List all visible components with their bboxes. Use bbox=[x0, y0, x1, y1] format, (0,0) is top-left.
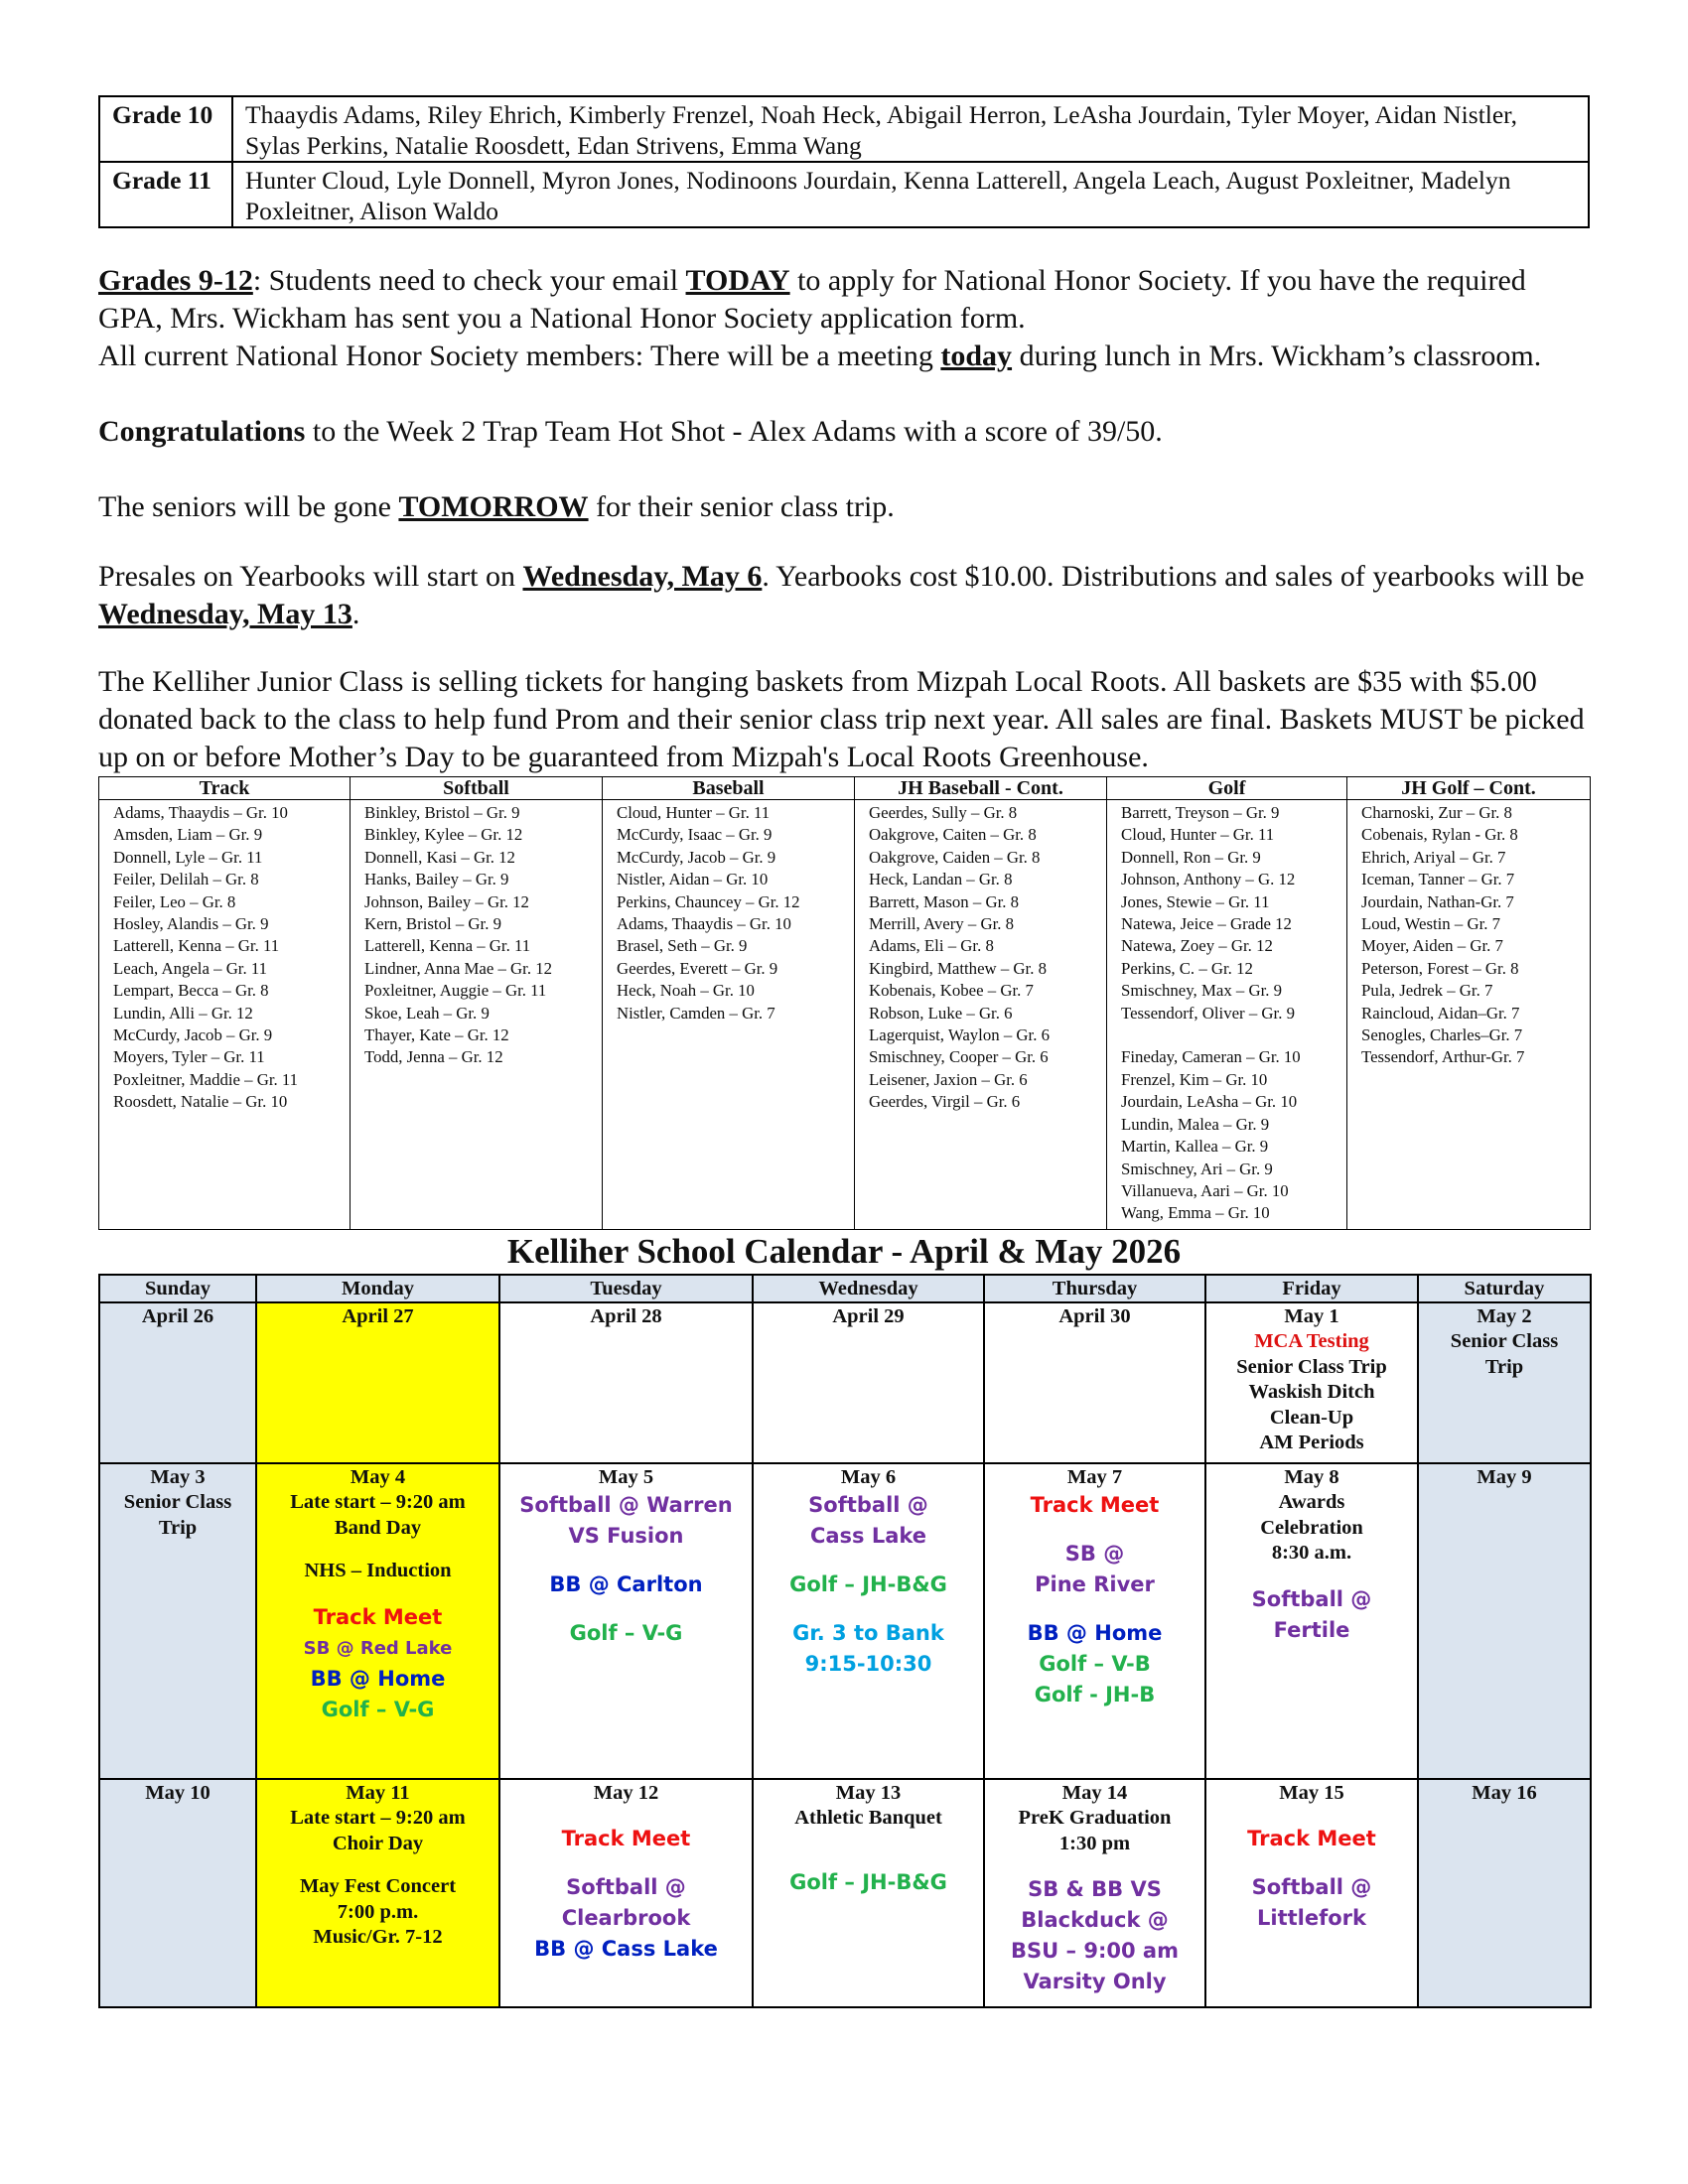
roster-member: Charnoski, Zur – Gr. 8 bbox=[1361, 803, 1512, 822]
calendar-day-cell bbox=[99, 1463, 256, 1779]
nhs-today-emphasis: TODAY bbox=[685, 264, 790, 297]
roster-member: Raincloud, Aidan–Gr. 7 bbox=[1361, 1003, 1520, 1023]
calendar-event: Littlefork bbox=[1257, 1906, 1366, 1931]
senior-trip-text: The seniors will be gone bbox=[98, 490, 399, 523]
grade-row bbox=[99, 96, 1589, 162]
roster-member: Kingbird, Matthew – Gr. 8 bbox=[869, 958, 1047, 978]
roster-member: Smischney, Ari – Gr. 9 bbox=[1121, 1159, 1273, 1178]
calendar-note: Awards bbox=[1278, 1491, 1345, 1514]
calendar-event: Clearbrook bbox=[561, 1906, 691, 1931]
calendar-note: Trip bbox=[158, 1516, 198, 1539]
calendar-spacer bbox=[756, 1849, 981, 1867]
roster-member: Feiler, Leo – Gr. 8 bbox=[113, 891, 236, 911]
roster-member: Feiler, Delilah – Gr. 8 bbox=[113, 870, 259, 889]
calendar-spacer bbox=[502, 1600, 750, 1618]
roster-member: Lagerquist, Waylon – Gr. 6 bbox=[869, 1025, 1050, 1045]
calendar-spacer bbox=[259, 1856, 496, 1874]
calendar-spacer bbox=[502, 1854, 750, 1872]
calendar-note: Band Day bbox=[334, 1516, 422, 1539]
calendar-event: BB @ Carlton bbox=[549, 1572, 703, 1597]
roster-member: Skoe, Leah – Gr. 9 bbox=[364, 1003, 490, 1023]
calendar-day-cell bbox=[1205, 1463, 1418, 1779]
senior-trip-announcement bbox=[98, 488, 1590, 526]
calendar-date: May 8 bbox=[1284, 1465, 1339, 1488]
roster-member: Binkley, Kylee – Gr. 12 bbox=[364, 825, 523, 845]
calendar-event: Blackduck @ bbox=[1021, 1908, 1169, 1933]
newsletter-page bbox=[98, 95, 1590, 2008]
calendar-spacer bbox=[756, 1552, 981, 1570]
roster-member: Iceman, Tanner – Gr. 7 bbox=[1361, 870, 1515, 889]
roster-member: Fineday, Cameran – Gr. 10 bbox=[1121, 1047, 1301, 1067]
calendar-note: Athletic Banquet bbox=[794, 1807, 942, 1830]
calendar-event: SB @ Red Lake bbox=[303, 1637, 453, 1659]
roster-member: Donnell, Kasi – Gr. 12 bbox=[364, 847, 515, 867]
calendar-day-cell bbox=[1205, 1302, 1418, 1463]
team-roster bbox=[1347, 800, 1591, 1230]
calendar-event: Golf – JH-B&G bbox=[789, 1572, 947, 1597]
trap-announcement bbox=[98, 413, 1590, 451]
roster-member: Loud, Westin – Gr. 7 bbox=[1361, 914, 1501, 934]
calendar-note: Music/Gr. 7-12 bbox=[313, 1926, 443, 1949]
calendar-day-cell bbox=[256, 1779, 499, 2007]
calendar-event: MCA Testing bbox=[1254, 1330, 1369, 1353]
calendar-day-cell bbox=[256, 1302, 499, 1463]
calendar-date: May 3 bbox=[150, 1465, 206, 1488]
roster-member: Heck, Landan – Gr. 8 bbox=[869, 870, 1013, 889]
calendar-note: 1:30 pm bbox=[1058, 1832, 1131, 1854]
roster-member: Thayer, Kate – Gr. 12 bbox=[364, 1025, 509, 1045]
nhs-announcement bbox=[98, 262, 1590, 375]
calendar-spacer bbox=[259, 1541, 496, 1559]
calendar-spacer bbox=[987, 1600, 1202, 1618]
congratulations-label: Congratulations bbox=[98, 415, 306, 448]
weekday-header: Sunday bbox=[99, 1275, 256, 1302]
roster-member: Moyers, Tyler – Gr. 11 bbox=[113, 1047, 265, 1067]
calendar-spacer bbox=[502, 1806, 750, 1824]
roster-member: Latterell, Kenna – Gr. 11 bbox=[113, 936, 280, 956]
calendar-event: Varsity Only bbox=[1023, 1970, 1167, 1994]
roster-member: Villanueva, Aari – Gr. 10 bbox=[1121, 1180, 1289, 1200]
calendar-date: May 12 bbox=[593, 1781, 659, 1804]
grade-row bbox=[99, 162, 1589, 227]
calendar-spacer bbox=[502, 1552, 750, 1570]
roster-member: Lindner, Anna Mae – Gr. 12 bbox=[364, 958, 553, 978]
roster-member: Kern, Bristol – Gr. 9 bbox=[364, 914, 501, 934]
roster-member: Hanks, Bailey – Gr. 9 bbox=[364, 870, 509, 889]
roster-member: Johnson, Anthony – G. 12 bbox=[1121, 870, 1296, 889]
calendar-note: Senior Class Trip bbox=[1236, 1355, 1387, 1378]
roster-member: Frenzel, Kim – Gr. 10 bbox=[1121, 1069, 1268, 1089]
weekday-header: Wednesday bbox=[753, 1275, 984, 1302]
team-header-jh-golf: JH Golf – Cont. bbox=[1347, 777, 1591, 800]
roster-member: Poxleitner, Maddie – Gr. 11 bbox=[113, 1069, 299, 1089]
yearbook-announcement bbox=[98, 558, 1590, 633]
roster-member: McCurdy, Jacob – Gr. 9 bbox=[113, 1025, 273, 1045]
calendar-spacer bbox=[259, 1584, 496, 1602]
calendar-weeks bbox=[99, 1302, 1591, 2007]
roster-member: Nistler, Aidan – Gr. 10 bbox=[617, 870, 769, 889]
roster-member: Oakgrove, Caiten – Gr. 8 bbox=[869, 825, 1037, 845]
roster-member: Moyer, Aiden – Gr. 7 bbox=[1361, 936, 1503, 956]
grade-label: Grade 11 bbox=[99, 162, 232, 227]
roster-member: Natewa, Jeice – Grade 12 bbox=[1121, 914, 1292, 934]
calendar-spacer bbox=[1208, 1567, 1415, 1584]
calendar-day-cell bbox=[1205, 1779, 1418, 2007]
calendar-date: May 2 bbox=[1477, 1304, 1532, 1327]
roster-member: Geerdes, Virgil – Gr. 6 bbox=[869, 1092, 1021, 1112]
team-roster bbox=[603, 800, 855, 1230]
calendar-week-row bbox=[99, 1302, 1591, 1463]
calendar-date: April 26 bbox=[141, 1304, 214, 1327]
calendar-note: Trip bbox=[1484, 1355, 1524, 1378]
nhs-meeting-today: today bbox=[940, 340, 1013, 372]
roster-member: Wang, Emma – Gr. 10 bbox=[1121, 1203, 1270, 1223]
team-header-baseball: Baseball bbox=[603, 777, 855, 800]
calendar-note: AM Periods bbox=[1259, 1432, 1364, 1454]
nhs-text: to apply for National Honor Society. If you have the required GPA, Mrs. Wickham has sent you a National Honor Society application form. bbox=[98, 264, 1526, 335]
calendar-day-cell bbox=[99, 1302, 256, 1463]
calendar-day-cell bbox=[499, 1463, 753, 1779]
calendar-day-cell bbox=[1418, 1779, 1591, 2007]
calendar-title: Kelliher School Calendar - April & May 2026 bbox=[506, 1231, 1182, 1271]
yearbook-text: . Yearbooks cost $10.00. Distributions and sales of yearbooks will be bbox=[762, 560, 1585, 593]
calendar-note: PreK Graduation bbox=[1018, 1807, 1172, 1830]
tomorrow-emphasis: TOMORROW bbox=[398, 490, 589, 523]
roster-member: Johnson, Bailey – Gr. 12 bbox=[364, 891, 529, 911]
calendar-note: Celebration bbox=[1260, 1516, 1363, 1539]
team-header-track: Track bbox=[99, 777, 351, 800]
roster-member: Martin, Kallea – Gr. 9 bbox=[1121, 1137, 1269, 1157]
calendar-date: May 5 bbox=[598, 1465, 654, 1488]
team-roster bbox=[1107, 800, 1347, 1230]
calendar-event: BB @ Cass Lake bbox=[534, 1937, 718, 1962]
roster-member: Jones, Stewie – Gr. 11 bbox=[1121, 891, 1270, 911]
calendar-event: 9:15-10:30 bbox=[804, 1652, 932, 1677]
calendar-date: April 28 bbox=[590, 1304, 662, 1327]
roster-member: Barrett, Treyson – Gr. 9 bbox=[1121, 803, 1280, 822]
roster-member: Senogles, Charles–Gr. 7 bbox=[1361, 1025, 1523, 1045]
calendar-date: May 16 bbox=[1472, 1781, 1537, 1804]
calendar-event: Track Meet bbox=[313, 1604, 443, 1629]
trap-text: to the Week 2 Trap Team Hot Shot - Alex Adams with a score of 39/50. bbox=[305, 415, 1163, 448]
school-calendar bbox=[98, 1274, 1592, 2008]
calendar-event: BB @ Home bbox=[310, 1666, 446, 1691]
team-header-golf: Golf bbox=[1107, 777, 1347, 800]
roster-member: Lempart, Becca – Gr. 8 bbox=[113, 981, 269, 1001]
calendar-note: Waskish Ditch bbox=[1248, 1381, 1375, 1404]
roster-member: Oakgrove, Caiden – Gr. 8 bbox=[869, 847, 1041, 867]
calendar-day-cell bbox=[499, 1302, 753, 1463]
roster-member: Jourdain, Nathan-Gr. 7 bbox=[1361, 891, 1514, 911]
calendar-event: Gr. 3 to Bank bbox=[792, 1621, 944, 1646]
calendar-date: May 4 bbox=[350, 1465, 406, 1488]
calendar-date: April 27 bbox=[342, 1304, 414, 1327]
roster-member: Robson, Luke – Gr. 6 bbox=[869, 1003, 1013, 1023]
calendar-date: May 11 bbox=[346, 1781, 410, 1804]
roster-member: Cloud, Hunter – Gr. 11 bbox=[617, 803, 771, 822]
calendar-day-cell bbox=[256, 1463, 499, 1779]
grade-roster-table bbox=[98, 95, 1590, 228]
distribution-date: Wednesday, May 13 bbox=[98, 598, 352, 630]
roster-member: Roosdett, Natalie – Gr. 10 bbox=[113, 1092, 288, 1112]
calendar-event: Golf – JH-B&G bbox=[789, 1869, 947, 1894]
calendar-event: VS Fusion bbox=[568, 1524, 684, 1549]
roster-member: Leisener, Jaxion – Gr. 6 bbox=[869, 1069, 1028, 1089]
calendar-event: SB & BB VS bbox=[1028, 1877, 1162, 1902]
calendar-day-cell bbox=[1418, 1463, 1591, 1779]
roster-member: Perkins, Chauncey – Gr. 12 bbox=[617, 891, 800, 911]
calendar-day-cell bbox=[753, 1463, 984, 1779]
calendar-note: Clean-Up bbox=[1269, 1406, 1354, 1429]
calendar-day-cell bbox=[1418, 1302, 1591, 1463]
roster-member: Smischney, Cooper – Gr. 6 bbox=[869, 1047, 1049, 1067]
nhs-meeting-text: All current National Honor Society members: There will be a meeting bbox=[98, 340, 941, 372]
calendar-note: Choir Day bbox=[332, 1832, 424, 1854]
calendar-event: Track Meet bbox=[561, 1827, 691, 1851]
roster-member bbox=[1121, 1024, 1342, 1046]
roster-member: Ehrich, Ariyal – Gr. 7 bbox=[1361, 847, 1506, 867]
team-roster bbox=[855, 800, 1107, 1230]
nhs-meeting-text: during lunch in Mrs. Wickham’s classroom. bbox=[1012, 340, 1542, 372]
team-roster bbox=[351, 800, 603, 1230]
calendar-date: April 29 bbox=[832, 1304, 905, 1327]
calendar-event: Softball @ bbox=[808, 1493, 928, 1518]
hanging-baskets-announcement: The Kelliher Junior Class is selling tickets for hanging baskets from Mizpah Local Roots. All baskets are $35 with $5.00 donated back to the class to help fund Prom and their senior class trip next year. All sales are final. Baskets MUST be picked up on or before Mother’s Day to be guaranteed from Mizpah's Local Roots Greenhouse. bbox=[98, 665, 1585, 773]
roster-member: Hosley, Alandis – Gr. 9 bbox=[113, 914, 269, 934]
calendar-event: Golf – V-B bbox=[1039, 1652, 1151, 1677]
roster-member: Donnell, Ron – Gr. 9 bbox=[1121, 847, 1261, 867]
calendar-event: BSU – 9:00 am bbox=[1011, 1939, 1179, 1964]
nhs-text: : Students need to check your email bbox=[252, 264, 686, 297]
calendar-event: Fertile bbox=[1273, 1617, 1350, 1642]
calendar-day-cell bbox=[984, 1463, 1205, 1779]
calendar-event: Pine River bbox=[1035, 1572, 1155, 1597]
calendar-date: May 13 bbox=[835, 1781, 902, 1804]
roster-member: Poxleitner, Auggie – Gr. 11 bbox=[364, 981, 547, 1001]
roster-member: Kobenais, Kobee – Gr. 7 bbox=[869, 981, 1034, 1001]
nhs-grades-heading: Grades 9-12 bbox=[98, 264, 253, 297]
roster-member: Lundin, Alli – Gr. 12 bbox=[113, 1003, 253, 1023]
calendar-date: May 6 bbox=[840, 1465, 897, 1488]
roster-member: Leach, Angela – Gr. 11 bbox=[113, 958, 268, 978]
weekday-header: Tuesday bbox=[499, 1275, 753, 1302]
weekday-header: Thursday bbox=[984, 1275, 1205, 1302]
yearbook-text: . bbox=[352, 598, 360, 630]
calendar-event: Cass Lake bbox=[809, 1524, 927, 1549]
calendar-date: May 10 bbox=[145, 1781, 211, 1804]
roster-member: McCurdy, Isaac – Gr. 9 bbox=[617, 825, 773, 845]
roster-member: Geerdes, Sully – Gr. 8 bbox=[869, 803, 1018, 822]
calendar-event: Softball @ bbox=[1251, 1586, 1372, 1611]
calendar-note: Senior Class bbox=[123, 1491, 232, 1514]
roster-member: Adams, Eli – Gr. 8 bbox=[869, 936, 994, 956]
roster-member: Cobenais, Rylan - Gr. 8 bbox=[1361, 825, 1518, 845]
yearbook-text: Presales on Yearbooks will start on bbox=[98, 560, 523, 593]
team-header-row bbox=[99, 777, 1591, 800]
calendar-event: Softball @ bbox=[566, 1875, 686, 1900]
calendar-note: May Fest Concert bbox=[299, 1875, 457, 1898]
calendar-note: Senior Class bbox=[1450, 1330, 1559, 1353]
calendar-date: May 9 bbox=[1477, 1465, 1532, 1488]
grade-names: Thaaydis Adams, Riley Ehrich, Kimberly Frenzel, Noah Heck, Abigail Herron, LeAsha Jourdain, Tyler Moyer, Aidan Nistler, Sylas Perkins, Natalie Roosdett, Edan Strivens, Emma Wang bbox=[232, 96, 1589, 162]
calendar-date: April 30 bbox=[1058, 1304, 1131, 1327]
roster-member: Amsden, Liam – Gr. 9 bbox=[113, 825, 263, 845]
roster-member: Nistler, Camden – Gr. 7 bbox=[617, 1003, 775, 1023]
calendar-day-cell bbox=[753, 1779, 984, 2007]
calendar-day-cell bbox=[984, 1779, 1205, 2007]
calendar-event: Track Meet bbox=[1247, 1827, 1376, 1851]
calendar-event: Softball @ bbox=[1251, 1875, 1372, 1900]
roster-member: Natewa, Zoey – Gr. 12 bbox=[1121, 936, 1273, 956]
calendar-day-cell bbox=[499, 1779, 753, 2007]
roster-member: Cloud, Hunter – Gr. 11 bbox=[1121, 825, 1275, 845]
roster-member: Donnell, Lyle – Gr. 11 bbox=[113, 847, 263, 867]
calendar-event: Golf - JH-B bbox=[1034, 1683, 1156, 1707]
roster-member: Jourdain, LeAsha – Gr. 10 bbox=[1121, 1092, 1298, 1112]
roster-member: Lundin, Malea – Gr. 9 bbox=[1121, 1114, 1270, 1134]
calendar-spacer bbox=[1208, 1854, 1415, 1872]
weekday-header: Monday bbox=[256, 1275, 499, 1302]
calendar-week-row bbox=[99, 1463, 1591, 1779]
roster-member: Smischney, Max – Gr. 9 bbox=[1121, 981, 1283, 1001]
calendar-event: Track Meet bbox=[1030, 1493, 1160, 1518]
roster-member: Tessendorf, Arthur-Gr. 7 bbox=[1361, 1047, 1525, 1067]
roster-member: Merrill, Avery – Gr. 8 bbox=[869, 914, 1015, 934]
calendar-event: Golf – V-G bbox=[569, 1621, 683, 1646]
roster-member: Binkley, Bristol – Gr. 9 bbox=[364, 803, 520, 822]
calendar-event: SB @ bbox=[1064, 1542, 1125, 1567]
roster-member: Tessendorf, Oliver – Gr. 9 bbox=[1121, 1003, 1295, 1023]
grade-label: Grade 10 bbox=[99, 96, 232, 162]
calendar-event: Golf – V-G bbox=[321, 1697, 435, 1721]
calendar-week-row bbox=[99, 1779, 1591, 2007]
roster-member: Adams, Thaaydis – Gr. 10 bbox=[113, 803, 288, 822]
calendar-date: May 14 bbox=[1061, 1781, 1128, 1804]
roster-member: Peterson, Forest – Gr. 8 bbox=[1361, 958, 1519, 978]
calendar-date: May 7 bbox=[1066, 1465, 1123, 1488]
team-header-softball: Softball bbox=[351, 777, 603, 800]
calendar-note: NHS – Induction bbox=[304, 1560, 452, 1582]
presale-date: Wednesday, May 6 bbox=[522, 560, 763, 593]
roster-member: Adams, Thaaydis – Gr. 10 bbox=[617, 914, 791, 934]
roster-member: Geerdes, Everett – Gr. 9 bbox=[617, 958, 778, 978]
calendar-note: Late start – 9:20 am bbox=[290, 1807, 466, 1830]
roster-member: Perkins, C. – Gr. 12 bbox=[1121, 958, 1253, 978]
roster-member: Todd, Jenna – Gr. 12 bbox=[364, 1047, 503, 1067]
calendar-event: BB @ Home bbox=[1027, 1621, 1163, 1646]
calendar-note: 8:30 a.m. bbox=[1271, 1542, 1352, 1565]
calendar-spacer bbox=[987, 1856, 1202, 1874]
calendar-event: Softball @ Warren bbox=[519, 1493, 733, 1518]
calendar-note: Late start – 9:20 am bbox=[290, 1491, 466, 1514]
calendar-day-cell bbox=[99, 1779, 256, 2007]
roster-member: Pula, Jedrek – Gr. 7 bbox=[1361, 981, 1493, 1001]
calendar-spacer bbox=[987, 1521, 1202, 1539]
team-roster bbox=[99, 800, 351, 1230]
calendar-day-cell bbox=[984, 1302, 1205, 1463]
calendar-spacer bbox=[756, 1600, 981, 1618]
calendar-note: 7:00 p.m. bbox=[337, 1900, 419, 1923]
spring-sports-rosters bbox=[98, 776, 1591, 1230]
roster-member: Heck, Noah – Gr. 10 bbox=[617, 981, 755, 1001]
senior-trip-text: for their senior class trip. bbox=[588, 490, 895, 523]
grade-names: Hunter Cloud, Lyle Donnell, Myron Jones, Nodinoons Jourdain, Kenna Latterell, Angela Leach, August Poxleitner, Madelyn Poxleitner, Alison Waldo bbox=[232, 162, 1589, 227]
calendar-date: May 15 bbox=[1279, 1781, 1344, 1804]
team-roster-row bbox=[99, 800, 1591, 1230]
weekday-header: Saturday bbox=[1418, 1275, 1591, 1302]
calendar-date: May 1 bbox=[1284, 1304, 1339, 1327]
team-header-jh-baseball: JH Baseball - Cont. bbox=[855, 777, 1107, 800]
calendar-day-cell bbox=[753, 1302, 984, 1463]
roster-member: Latterell, Kenna – Gr. 11 bbox=[364, 936, 531, 956]
roster-member: Brasel, Seth – Gr. 9 bbox=[617, 936, 748, 956]
roster-member: Barrett, Mason – Gr. 8 bbox=[869, 891, 1020, 911]
roster-member: McCurdy, Jacob – Gr. 9 bbox=[617, 847, 776, 867]
calendar-weekday-row bbox=[99, 1275, 1591, 1302]
weekday-header: Friday bbox=[1205, 1275, 1418, 1302]
calendar-spacer bbox=[756, 1832, 981, 1849]
calendar-spacer bbox=[1208, 1806, 1415, 1824]
